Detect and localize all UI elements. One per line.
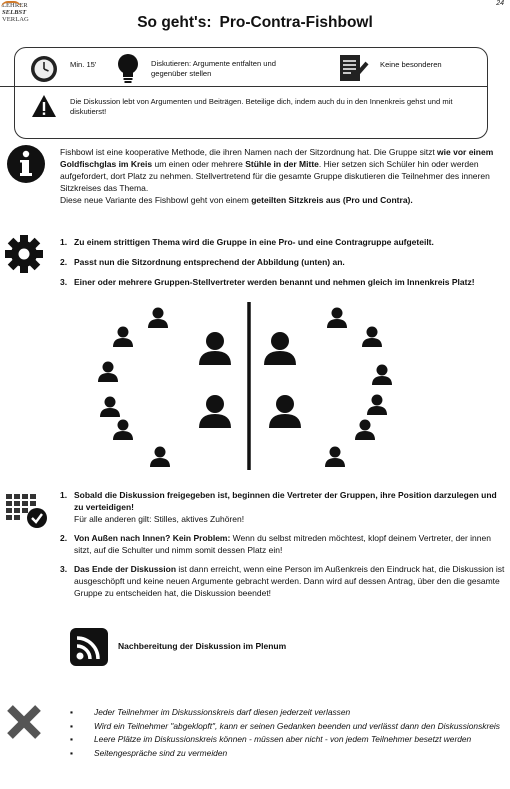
intro-paragraph-2: Diese neue Variante des Fishbowl geht von einem geteilten Sitzkreis aus (Pro und Contra). xyxy=(60,195,413,205)
procedure-step: 2. Von Außen nach Innen? Kein Problem: Wenn du selbst mitreden möchtest, klopf deinem Vertreter, der innen sitzt, auf die Schulter und nimm somit dessen Platz ein! xyxy=(60,533,491,555)
person-icon xyxy=(362,327,382,348)
clock-icon xyxy=(30,55,58,83)
cross-icon xyxy=(6,704,42,740)
logo-line-1: LEHRER xyxy=(2,2,28,9)
setup-step: 3. Einer oder mehrere Gruppen-Stellvertreter werden benannt und nehmen gleich im Innenkreis Platz! xyxy=(60,277,475,287)
list-item: ▪ Jeder Teilnehmer im Diskussionskreis darf diesen jederzeit verlassen xyxy=(70,707,351,717)
seating-diagram xyxy=(80,296,420,476)
logo-line-2: SELBST xyxy=(2,9,27,17)
calendar-check-icon xyxy=(4,492,48,530)
warning-icon xyxy=(31,94,57,118)
duration-text: Min. 15' xyxy=(70,60,97,69)
info-box-divider xyxy=(0,86,487,87)
person-icon xyxy=(372,365,392,386)
person-icon xyxy=(199,332,231,365)
person-icon xyxy=(355,420,375,441)
document-pen-icon xyxy=(337,53,369,85)
goal-text: Diskutieren: Argumente entfalten und gegenüber stellen xyxy=(151,59,276,78)
person-icon xyxy=(100,397,120,418)
procedure-step: 1. Sobald die Diskussion freigegeben ist, beginnen die Vertreter der Gruppen, ihre Position darzulegen und zu verteidigen! Für alle anderen gilt: Stilles, aktives Zuhören! xyxy=(60,490,497,524)
rss-icon xyxy=(70,628,108,666)
list-item: ▪ Wird ein Teilnehmer "abgeklopft", kann er seinen Gedanken beenden und verlässt dann den Diskussionskreis xyxy=(70,720,500,731)
setup-step: 2. Passt nun die Sitzordnung entsprechend der Abbildung (unten) an. xyxy=(60,257,345,267)
setup-steps-list xyxy=(60,236,508,288)
lightbulb-icon xyxy=(117,53,139,85)
logo-line-3: VERLAG xyxy=(2,16,29,24)
person-icon xyxy=(113,420,133,441)
page-number: 24 xyxy=(496,0,504,7)
person-icon xyxy=(113,327,133,348)
rules-list xyxy=(70,707,506,758)
person-icon xyxy=(148,308,168,329)
person-icon xyxy=(327,308,347,329)
person-icon xyxy=(264,332,296,365)
procedure-step: 3. Das Ende der Diskussion ist dann erreicht, wenn eine Person im Außenkreis den Eindruck hat, die Diskussion ist ausgeschöpft und keine neuen Argumente gebracht werden. Dann wird auf dessen Antrag, über den die gesamte Gruppe zu entscheiden hat, die Diskussion beendet! xyxy=(60,564,505,598)
page-title xyxy=(0,14,510,32)
gear-icon xyxy=(4,234,44,274)
person-icon xyxy=(325,447,345,468)
person-icon xyxy=(199,395,231,428)
warning-text: Die Diskussion lebt von Argumenten und Beiträgen. Beteilige dich, indem auch du in den Innenkreis gehst und mit diskutierst! xyxy=(70,97,453,116)
title-main: Pro-Contra-Fishbowl xyxy=(219,14,373,31)
setup-step: 1. Zu einem strittigen Thema wird die Gruppe in eine Pro- und eine Contragruppe aufgeteilt. xyxy=(60,237,434,247)
person-icon xyxy=(367,395,387,416)
procedure-steps-list xyxy=(60,489,506,599)
person-icon xyxy=(150,447,170,468)
title-prefix: So geht's: xyxy=(137,14,212,31)
intro-text xyxy=(60,146,506,206)
materials-text: Keine besonderen xyxy=(380,60,442,69)
list-item: ▪ Seitengespräche sind zu vermeiden xyxy=(70,747,228,758)
person-icon xyxy=(269,395,301,428)
followup-text: Nachbereitung der Diskussion im Plenum xyxy=(118,641,287,651)
person-icon xyxy=(98,362,118,383)
intro-paragraph-1: Fishbowl ist eine kooperative Methode, die ihren Namen nach der Sitzordnung hat. Die Gruppe sitzt wie vor einem Goldfischglas im Kreis um einen oder mehrere Stühle in der Mitte. Hier setzen sich Schüler hin oder werden aufgefordert, dort Platz zu nehmen. Stellvertretend für die gesamte Gruppe diskutieren die Teilnehmer des inneren Sitzkreises das Thema. xyxy=(60,147,494,193)
list-item: ▪ Leere Plätze im Diskussionskreis können - müssen aber nicht - von jedem Teilnehmer besetzt werden xyxy=(70,734,472,745)
info-icon xyxy=(6,144,46,184)
